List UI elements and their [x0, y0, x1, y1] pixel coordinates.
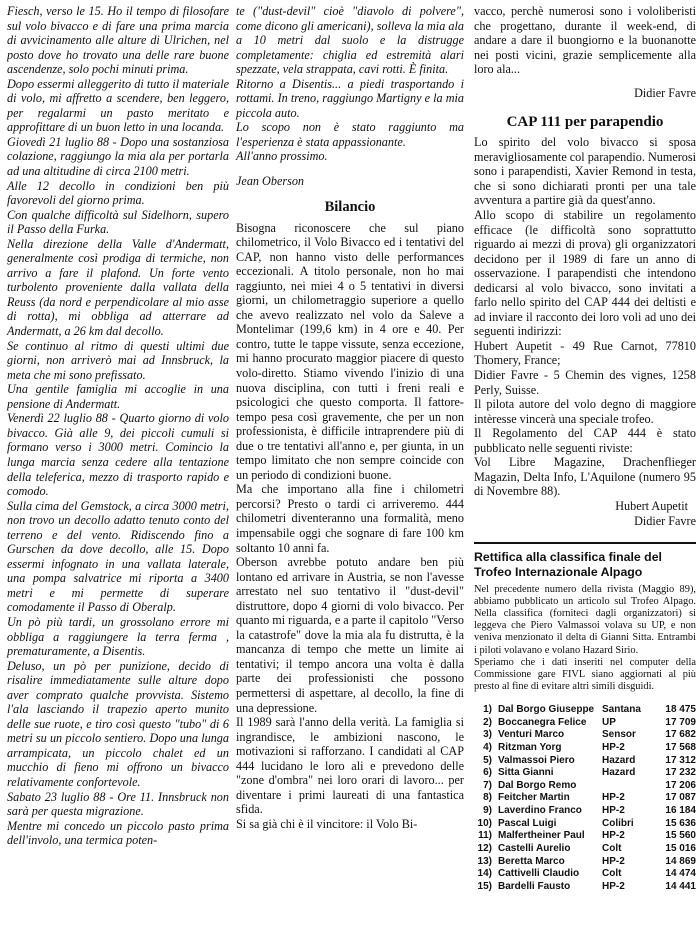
rank-position: 13) — [477, 855, 492, 867]
paragraph: te ("dust-devil" cioè "diavolo di polvere", come dicono gli americani), solleva la mia ala a 10 metri dal suolo e la distrugge completamente: chiglia ed estremità alari spezzate, vela strappata, cavi rotti. È finita. — [236, 4, 464, 77]
rank-position: 8) — [483, 792, 492, 804]
paragraph: Mentre mi concedo un piccolo pasto prima dell'involo, una termica poten- — [7, 818, 229, 848]
rank-position: 14) — [477, 868, 492, 880]
author-signature: Hubert Aupetit — [615, 498, 688, 513]
table-row — [474, 792, 696, 805]
paragraph: Giovedì 21 luglio 88 - Dopo una sostanziosa colazione, raggiungo la mia ala per portarla ad una altitudine di circa 2100 metri. — [7, 134, 229, 179]
points-value: 17 232 — [665, 767, 696, 779]
glider-model: HP-2 — [602, 805, 625, 817]
rank-position: 2) — [483, 716, 492, 728]
table-row — [474, 843, 696, 856]
pilot-name: Sitta Gianni — [498, 767, 554, 779]
points-value: 18 475 — [665, 703, 696, 715]
glider-model: HP-2 — [602, 855, 625, 867]
author-signature: Didier Favre — [634, 85, 696, 100]
pilot-name: Ritzman Yorg — [498, 741, 562, 753]
paragraph: Nel precedente numero della rivista (Maggio 89), abbiamo pubblicato un articolo sul Trofeo Alpago. Nella classifica (forniteci dagli organizzatori) si leggeva che Piero Valmassoi volava su UP, e non veniva menzionato il delta di Gianni Sitta. Entrambi i piloti volavano e volano Hazard Sirio. — [474, 584, 696, 656]
table-row — [474, 780, 696, 793]
paragraph: Il 1989 sarà l'anno della verità. La famiglia si ingrandisce, le ambizioni nascono, le motivazioni si rafforzano. I candidati al CAP 444 lucidano le loro ali e prevedono delle "zone d'ombra" nei loro orari di lavoro... per diventare i primi laureati di una fantastica sfida. — [236, 715, 464, 817]
glider-model: HP-2 — [602, 741, 625, 753]
paragraph: Fiesch, verso le 15. Ho il tempo di filosofare sul volo bivacco e di fare una prima marcia di avvicinamento alle alture di Ulrichen, nel posto dove ho trovato una delle rare buone ascendenze, solo pochi minuti prima. — [7, 4, 229, 77]
table-row — [474, 881, 696, 894]
rank-position: 10) — [477, 817, 492, 829]
glider-model: Colt — [602, 843, 622, 855]
author-signature: Jean Oberson — [236, 174, 305, 189]
glider-model: Santana — [602, 703, 641, 715]
table-row — [474, 818, 696, 831]
points-value: 17 709 — [665, 716, 696, 728]
rank-position: 9) — [483, 805, 492, 817]
glider-model: HP-2 — [602, 792, 625, 804]
section-divider — [474, 542, 696, 544]
pilot-name: Bardelli Fausto — [498, 881, 571, 893]
box-text — [474, 584, 696, 693]
column-middle — [236, 4, 464, 831]
correction-box — [474, 550, 696, 894]
rank-position: 3) — [483, 729, 492, 741]
points-value: 17 568 — [665, 741, 696, 753]
points-value: 17 682 — [665, 729, 696, 741]
paragraph: Vol Libre Magazine, Drachenflieger Magazin, Delta Info, L'Aquilone (numero 95 di Novembre 88). — [474, 455, 696, 499]
pilot-name: Pascal Luigi — [498, 817, 557, 829]
glider-model: Sensor — [602, 729, 636, 741]
paragraph: vacco, perchè numerosi sono i vololiberisti che progettano, durante il week-end, di andare a dare il buongiorno e la buonanotte nei posti vicini, grazie semplicemente alla loro ala... — [474, 4, 696, 77]
pilot-name: Malfertheiner Paul — [498, 830, 585, 842]
paragraph: Bisogna riconoscere che sul piano chilometrico, il Volo Bivacco ed i tentativi del CAP, non hanno visto delle performances eccezionali. A titolo personale, non ho mai raggiunto, nei miei 4 o 5 tentativi in diversi giorni, un chilometraggio superiore a quello che avevo realizzato nel volo da Saleve a Montelimar (199,6 km) in 4 ore e 40. Per contro, tutte le tappe vissute, senza eccezione, mi hanno procurato maggior piacere di questo volo-diretto. Stiamo vivendo l'inizio di una nuova disciplina, con tutti i freni reali e psicologici che questo comporta. Il fattore-tempo pesa così gravemente, che per un non professionista, è difficile intraprendere più di due o tre tentativi all'anno e, per giunta, in un tempo limitato che non sempre coincide con un periodo di condizioni buone. — [236, 220, 464, 482]
paragraph: Si sa già chi è il vincitore: il Volo Bi- — [236, 816, 418, 831]
paragraph: Un pò più tardi, un grossolano errore mi obbliga a raggiungere la terra ferma , prematuramente, a Disentis. — [7, 614, 229, 659]
table-row — [474, 830, 696, 843]
column-right — [474, 4, 696, 894]
glider-model: HP-2 — [602, 881, 625, 893]
glider-model: HP-2 — [602, 830, 625, 842]
table-row — [474, 805, 696, 818]
paragraph: Nella direzione della Valle d'Andermatt, generalmente così prodiga di termiche, non arrivo a fare il plafond. Un forte vento turbolento proveniente dalla vallata della Reuss (da nord e perpendicolare al mio asse di rotta), mi obbliga ad atterrare ad Andermatt, a 26 km dal decollo. — [7, 236, 229, 339]
column-left — [7, 4, 229, 848]
rank-position: 4) — [483, 741, 492, 753]
pilot-name: Laverdino Franco — [498, 805, 582, 817]
glider-model: UP — [602, 716, 616, 728]
section-heading: CAP 111 per parapendio — [506, 114, 664, 131]
rank-position: 11) — [478, 830, 492, 842]
paragraph: Il Regolamento del CAP 444 è stato pubblicato nelle seguenti riviste: — [474, 426, 696, 455]
pilot-name: Feitcher Martin — [498, 792, 570, 804]
glider-model: Colibri — [602, 817, 634, 829]
paragraph: Deluso, un pò per punizione, decido di risalire immediatamente sulle alture dopo aver comprato qualche provvista. Sistemo l'ala lasciando il trapezio aperto munito delle sue ruote, e tiro così questo "tubo" di 6 metri su un piccolo sentiero. Dopo una lunga arrampicata, un piccolo chalet ed un mucchio di fieno mi offrono un bivacco relativamente confortevole. — [7, 658, 229, 789]
pilot-name: Venturi Marco — [498, 729, 565, 741]
pilot-name: Castelli Aurelio — [498, 843, 571, 855]
glider-model — [602, 780, 648, 793]
points-value: 15 636 — [665, 817, 696, 829]
pilot-name: Cattivelli Claudio — [498, 868, 580, 880]
glider-model: Hazard — [602, 754, 636, 766]
points-value: 14 441 — [665, 881, 696, 893]
table-row — [474, 742, 696, 755]
pilot-name: Valmassoi Piero — [498, 754, 575, 766]
table-row — [474, 717, 696, 730]
points-value: 17 087 — [665, 792, 696, 804]
address-line: Hubert Aupetit - 49 Rue Carnot, 77810 Thomery, France; — [474, 338, 696, 368]
address-line: Didier Favre - 5 Chemin des vignes, 1258 Perly, Suisse. — [474, 368, 696, 397]
rank-position: 15) — [477, 881, 492, 893]
table-row — [474, 868, 696, 881]
paragraph: Oberson avrebbe potuto andare ben più lontano ed arrivare in Austria, se non l'avesse arrestato nel suo tentativo il "dust-devil" distruttore, dopo 4 giorni di volo bivacco. Per quanto mi riguarda, e a parte il capitolo "Verso la catastrofe" dove la mia ala fu distrutta, è la mancanza di tempo che mette un limite ai tentativi; il tempo ancora una volta è dalla parte dei professionisti che possono permettersi di aspettare, al decollo, la fine di una depressione. — [236, 555, 464, 715]
article-ending — [236, 4, 464, 164]
pilot-name: Boccanegra Felice — [498, 716, 587, 728]
rank-position: 5) — [483, 754, 492, 766]
rank-position: 7) — [483, 779, 492, 791]
points-value: 17 206 — [665, 779, 696, 791]
paragraph: Con qualche difficoltà sul Sidelhorn, supero il Passo della Furka. — [7, 207, 229, 237]
paragraph: Alle 12 decollo in condizioni ben più favorevoli del giorno prima. — [7, 178, 229, 208]
rank-position: 6) — [483, 767, 492, 779]
paragraph: Venerdì 22 luglio 88 - Quarto giorno di volo bivacco. Già alle 9, dei piccoli cumuli si formano verso i 3000 metri. Comincio la lunga marcia senza cedere alla tentazione della teleferica, mezzo di trasporto rapido e comodo. — [7, 411, 229, 499]
points-value: 17 312 — [665, 754, 696, 766]
points-value: 14 869 — [665, 855, 696, 867]
paragraph: Il pilota autore del volo degno di maggiore intèresse vincerà una speciale trofeo. — [474, 397, 696, 426]
table-row — [474, 856, 696, 869]
box-heading: Rettifica alla classifica finale del Trofeo Internazionale Alpago — [474, 550, 662, 579]
paragraph: Sabato 23 luglio 88 - Ore 11. Innsbruck non sarà per questa migrazione. — [7, 789, 229, 819]
paragraph: Ritorno a Disentis... a piedi trasportando i rottami. In treno, raggiungo Martigny e la mia piccola auto. — [236, 76, 464, 120]
glider-model: Hazard — [602, 767, 636, 779]
points-value: 14 474 — [665, 868, 696, 880]
paragraph: Speriamo che i dati inseriti nel computer della Commissione gare FIVL siano aggiornati al più presto al fine di evitare altri simili disguidi. — [474, 656, 696, 692]
paragraph: Se continuo al ritmo di questi ultimi due giorni, non arriverò mai ad Innsbruck, la meta che mi sono prefissato. — [7, 338, 229, 382]
paragraph: Dopo essermi alleggerito di tutto il materiale di volo, mi affretto a scendere, ben leggero, per regalarmi un pasto meritato e approfittare di un buon letto in una locanda. — [7, 76, 229, 135]
pilot-name: Dal Borgo Remo — [498, 779, 577, 791]
paragraph: Lo scopo non è stato raggiunto ma l'esperienza è stata appassionante. — [236, 120, 464, 149]
ranking-table — [474, 704, 696, 894]
paragraph: Ma che importano alla fine i chilometri percorsi? Presto o tardi ci arriveremo. 444 chilometri diventeranno una formalità, meno impensabile oggi che sognare di fare 100 km soltanto 10 anni fa. — [236, 482, 464, 555]
paragraph: Allo scopo di stabilire un regolamento efficace (le difficoltà sono soprattutto riguardo ai mezzi di prova) gli organizzatori decidono per il 1989 di fare un anno di osservazione. I parapendisti che intendono dedicarsi al volo bivacco, sono invitati a farlo nello spirito del CAP 444 dei deltisti e ad inviare il racconto dei loro voli ad uno dei seguenti indirizzi: — [474, 208, 696, 339]
author-signature: Didier Favre — [634, 513, 696, 528]
ranking-table-body — [474, 704, 696, 894]
pilot-name: Dal Borgo Giuseppe — [498, 703, 595, 715]
paragraph: Lo spirito del volo bivacco si sposa meravigliosamente col parapendio. Numerosi sono i parapendisti, Xavier Remond in testa, che si sono dichiarati pronti per una tale avventura a partire già da quest'anno. — [474, 135, 697, 208]
table-row — [474, 704, 696, 717]
points-value: 15 016 — [665, 843, 696, 855]
table-row — [474, 767, 696, 780]
table-row — [474, 729, 696, 742]
rank-position: 12) — [477, 843, 492, 855]
glider-model: Colt — [602, 868, 622, 880]
section-heading: Bilancio — [324, 198, 376, 215]
points-value: 16 184 — [665, 805, 696, 817]
paragraph: All'anno prossimo. — [236, 149, 328, 164]
paragraph: Sulla cima del Gemstock, a circa 3000 metri, non trovo un decollo adatto tenuto conto del terreno e del vento. Ridiscendo fino a Gurschen da dove decollo, alle 15. Dopo essermi infognato in una vallata laterale, una pompa salvatrice mi riporta a 3400 metri e mi permette di superare comodamente il Passo di Oberalp. — [7, 498, 229, 615]
paragraph: Una gentile famiglia mi accoglie in una pensione di Andermatt. — [7, 382, 229, 411]
table-row — [474, 755, 696, 768]
rank-position: 1) — [483, 703, 492, 715]
pilot-name: Beretta Marco — [498, 855, 565, 867]
points-value: 15 560 — [665, 830, 696, 842]
